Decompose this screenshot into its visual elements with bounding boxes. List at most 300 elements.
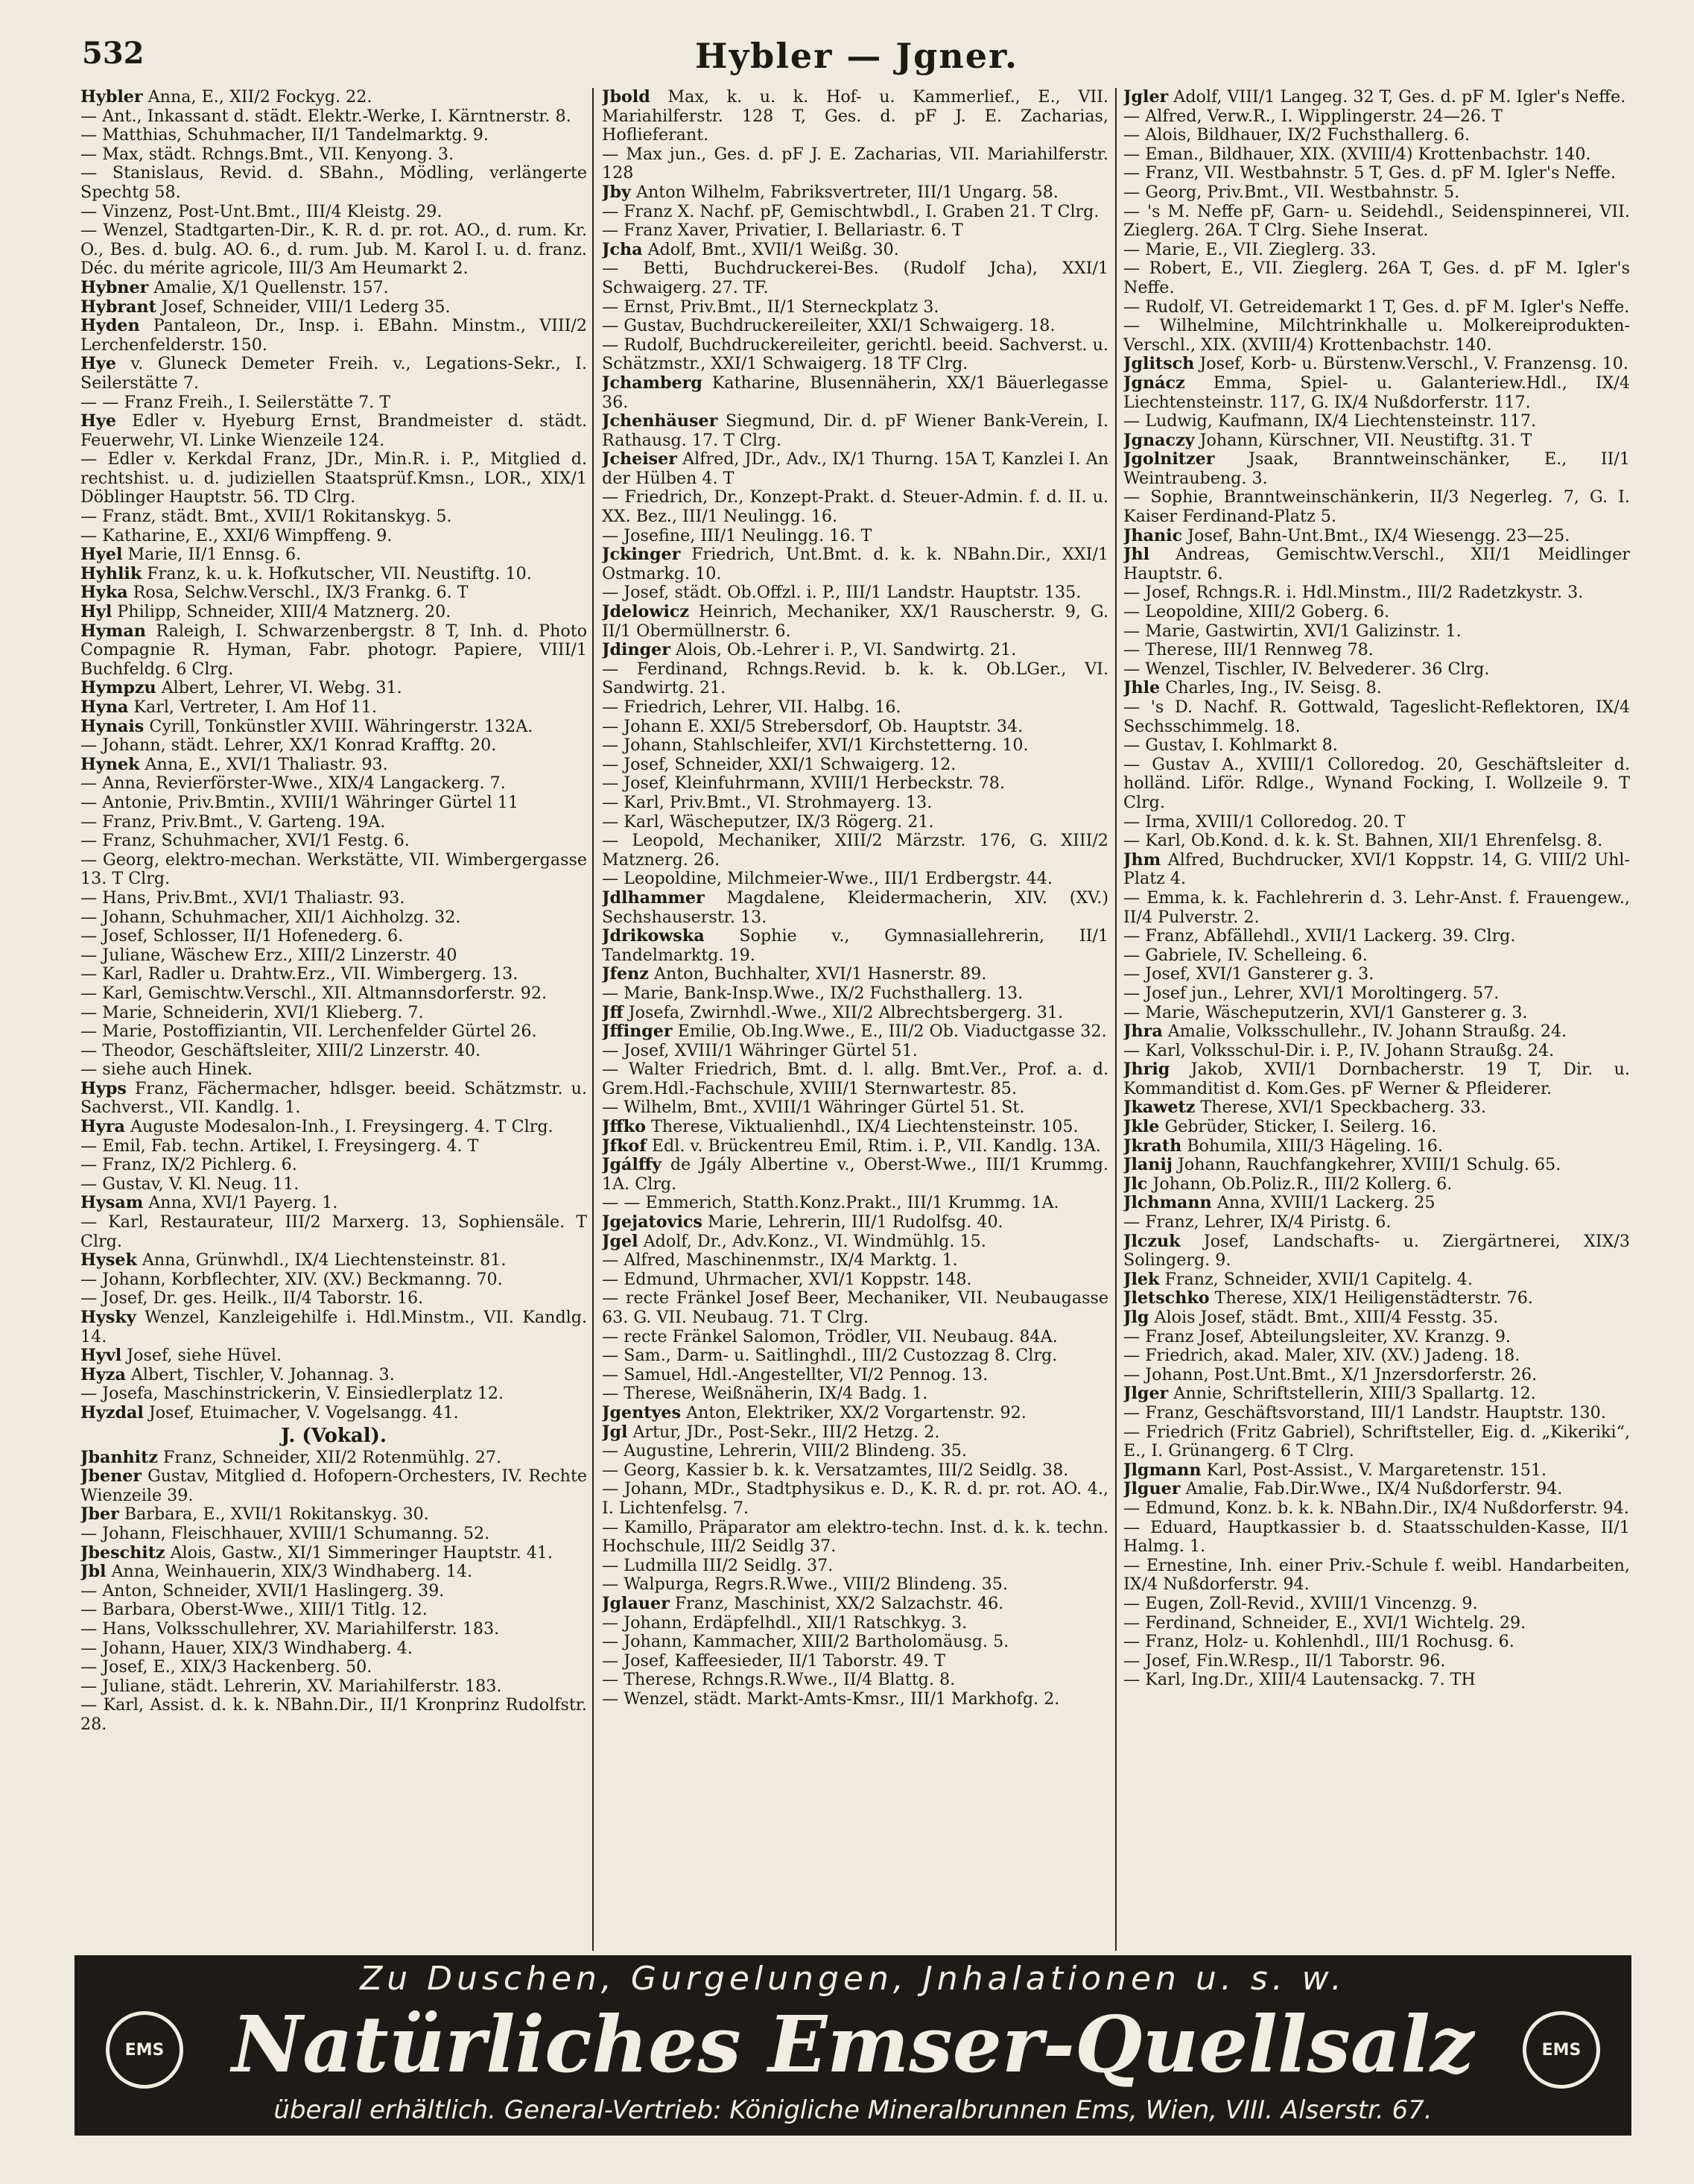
directory-entry [602, 1423, 1108, 1443]
entry-surname: Jgnaczy [1123, 430, 1195, 450]
entry-surname: Hyl [80, 602, 112, 622]
entry-details: — Rudolf, Buchdruckereileiter, gerichtl. beeid. Sachverst. u. Schätzmstr., XXI/1 Schwaigerg. 18 TF Clrg. [602, 335, 1108, 374]
entry-details: Franz, Schneider, XVII/1 Capitelg. 4. [1159, 1269, 1473, 1289]
entry-details: — Johann, MDr., Stadtphysikus e. D., K. R. d. pr. rot. AO. 4., I. Lichtenfelsg. 7. [602, 1479, 1108, 1518]
directory-entry [80, 1449, 587, 1468]
directory-entry [80, 1658, 587, 1677]
directory-entry [1123, 1499, 1630, 1519]
entry-details: Bohumila, XIII/3 Hägeling. 16. [1181, 1136, 1443, 1156]
directory-entry [602, 1461, 1108, 1481]
entry-details: — Sophie, Branntweinschänkerin, II/3 Negerleg. 7, G. I. Kaiser Ferdinand-Platz 5. [1123, 487, 1630, 527]
directory-entry [1123, 1671, 1630, 1690]
entry-surname: Jhrig [1123, 1060, 1170, 1080]
entry-details: — Kamillo, Präparator am elektro-techn. Inst. d. k. k. techn. Hochschule, III/2 Seidlg 37. [602, 1517, 1108, 1557]
page-number: 532 [82, 36, 145, 71]
entry-surname: Jhra [1123, 1022, 1163, 1042]
entry-details: Rosa, Selchw.Verschl., IX/3 Frankg. 6. T [127, 583, 469, 603]
entry-details: — Gustav, I. Kohlmarkt 8. [1123, 735, 1338, 756]
directory-entry [602, 374, 1108, 412]
directory-entry [602, 1633, 1108, 1652]
entry-surname: Hynais [80, 716, 145, 736]
entry-surname: Jkle [1123, 1117, 1160, 1137]
directory-entry [80, 298, 587, 317]
entry-surname: Hyvl [80, 1346, 122, 1366]
entry-details: Therese, XIX/1 Heiligenstädterstr. 76. [1209, 1288, 1533, 1308]
entry-details: Emilie, Ob.Ing.Wwe., E., III/2 Ob. Viaductgasse 32. [672, 1022, 1107, 1042]
entry-details: — Franz, Holz- u. Kohlenhdl., III/1 Rochusg. 6. [1123, 1632, 1514, 1652]
entry-details: — Wilhelmine, Milchtrinkhalle u. Molkereiprodukten-Verschl., XIX. (XVIII/4) Krottenbachstr. 140. [1123, 316, 1630, 355]
entry-details: Albert, Lehrer, VI. Webg. 31. [156, 678, 402, 698]
entry-details: — Josef, Schneider, XXI/1 Schwaigerg. 12. [602, 754, 957, 774]
directory-entry [80, 1004, 587, 1023]
entry-details: Anna, XVI/1 Payerg. 1. [143, 1193, 338, 1213]
entry-details: — Josef jun., Lehrer, XVI/1 Moroltingerg. 57. [1123, 983, 1500, 1003]
entry-details: — Johann, Schuhmacher, XII/1 Aichholzg. 32. [80, 907, 461, 927]
entry-details: — — Emmerich, Statth.Konz.Prakt., III/1 Krummg. 1A. [602, 1193, 1059, 1213]
entry-details: — Karl, Restaurateur, III/2 Marxerg. 13, Sophiensäle. T Clrg. [80, 1212, 587, 1251]
entry-details: — Ant., Inkassant d. städt. Elektr.-Werke, I. Kärntnerstr. 8. [80, 106, 571, 126]
entry-details: — Franz X. Nachf. pF, Gemischtwbdl., I. Graben 21. T Clrg. [602, 201, 1100, 221]
entry-details: Franz, Schneider, XII/2 Rotenmühlg. 27. [157, 1447, 502, 1467]
directory-entry [80, 1156, 587, 1175]
directory-entry [602, 1366, 1108, 1385]
entry-details: Charles, Ing., IV. Seisg. 8. [1160, 678, 1382, 698]
entry-details: — Johann, Korbflechter, XIV. (XV.) Beckmanng. 70. [80, 1269, 503, 1289]
directory-entry [1123, 1137, 1630, 1156]
directory-entry [80, 1289, 587, 1308]
entry-details: — Josef, E., XIX/3 Hackenberg. 50. [80, 1657, 372, 1677]
entry-details: — Josef, Kaffeesieder, II/1 Taborstr. 49. T [602, 1650, 945, 1671]
entry-details: — Walpurga, Regrs.R.Wwe., VIII/2 Blindeng. 35. [602, 1574, 1008, 1595]
entry-details: — Max jun., Ges. d. pF J. E. Zacharias, VII. Mariahilferstr. 128 [602, 144, 1108, 183]
entry-details: — Karl, Gemischtw.Verschl., XII. Altmannsdorferstr. 92. [80, 983, 548, 1003]
directory-entry [602, 412, 1108, 450]
entry-details: v. Gluneck Demeter Freih. v., Legations-Sekr., I. Seilerstätte 7. [80, 354, 587, 393]
entry-details: — Wenzel, Stadtgarten-Dir., K. R. d. pr. rot. AO., d. rum. Kr. O., Bes. d. bulg. AO. 6., d. rum. Jub. M. Karol I. u. d. franz. Déc. du mérite agricole, III/3 Am Heumarkt 2. [80, 221, 587, 279]
entry-details: Edl. v. Brückentreu Emil, Rtim. i. P., VII. Kandlg. 13A. [646, 1136, 1101, 1156]
entry-details: — Franz, IX/2 Pichlerg. 6. [80, 1155, 297, 1175]
entry-details: Edler v. Hyeburg Ernst, Brandmeister d. städt. Feuerwehr, VI. Linke Wienzeile 124. [80, 411, 587, 450]
entry-details: — 's D. Nachf. R. Gottwald, Tageslicht-Reflektoren, IX/4 Sechsschimmelg. 18. [1123, 697, 1630, 736]
directory-entry [602, 1156, 1108, 1194]
directory-entry [80, 565, 587, 584]
directory-entry [602, 641, 1108, 660]
directory-entry [80, 355, 587, 393]
entry-surname: Jffinger [602, 1022, 673, 1042]
directory-entry [602, 1022, 1108, 1042]
entry-surname: Hyza [80, 1364, 126, 1384]
directory-entry [1123, 1270, 1630, 1290]
directory-entry [1123, 1404, 1630, 1423]
entry-details: Therese, XVI/1 Speckbacherg. 33. [1195, 1098, 1487, 1118]
directory-entry [602, 241, 1108, 260]
entry-surname: Jbener [80, 1466, 142, 1487]
entry-details: — Josefa, Maschinstrickerin, V. Einsiedlerplatz 12. [80, 1384, 504, 1404]
entry-details: — Karl, Ing.Dr., XIII/4 Lautensackg. 7. TH [1123, 1670, 1476, 1690]
directory-entry [602, 698, 1108, 718]
entry-details: — Josef, städt. Ob.Offzl. i. P., III/1 Landstr. Hauptstr. 135. [602, 583, 1082, 603]
directory-entry [80, 203, 587, 222]
directory-entry [602, 183, 1108, 203]
entry-details: Josef, Korb- u. Bürstenw.Verschl., V. Franzensg. 10. [1194, 354, 1628, 374]
directory-entry [602, 1557, 1108, 1576]
directory-entry [80, 908, 587, 928]
entry-details: — Therese, III/1 Rennweg 78. [1123, 640, 1374, 660]
directory-entry [1123, 431, 1630, 451]
entry-details: — Eman., Bildhauer, XIX. (XVIII/4) Krottenbachstr. 140. [1123, 144, 1591, 164]
entry-surname: Hyna [80, 697, 129, 717]
entry-surname: Jgejatovics [602, 1212, 702, 1232]
directory-entry [1123, 259, 1630, 297]
directory-entry [80, 88, 587, 107]
entry-details: — Alfred, Maschinenmstr., IX/4 Marktg. 1. [602, 1250, 958, 1270]
entry-details: — Edler v. Kerkdal Franz, JDr., Min.R. i. P., Mitglied d. rechtshist. u. d. judiziellen Staatsprüf.Kmsn., LOR., XIX/1 Döblinger Hauptstr. 56. TD Clrg. [80, 449, 587, 507]
entry-surname: Hyden [80, 316, 140, 336]
entry-details: — Wenzel, Tischler, IV. Belvederег. 36 Clrg. [1123, 659, 1490, 679]
entry-details: Karl, Post-Assist., V. Margaretenstr. 151. [1201, 1460, 1547, 1480]
directory-entry [80, 317, 587, 355]
entry-details: — Johann, Stahlschleifer, XVI/1 Kirchstetterng. 10. [602, 735, 1029, 756]
directory-entry [602, 221, 1108, 241]
entry-details: Therese, Viktualienhdl., IX/4 Liechtensteinstr. 105. [645, 1117, 1079, 1137]
entry-details: — Johann, Erdäpfelhdl., XII/1 Ratschkyg. 3. [602, 1612, 968, 1633]
entry-surname: Hysky [80, 1308, 136, 1327]
entry-details: — Georg, Kassier b. k. k. Versatzamtes, III/2 Seidlg. 38. [602, 1460, 1069, 1480]
directory-entry [602, 603, 1108, 641]
entry-details: — Karl, Volksschul-Dir. i. P., IV. Johann Straußg. 24. [1123, 1040, 1555, 1060]
entry-surname: Hympzu [80, 678, 156, 698]
directory-entry [80, 1194, 587, 1213]
entry-details: — Antonie, Priv.Bmtin., XVIII/1 Währinger Gürtel 11 [80, 792, 519, 812]
directory-entry [602, 984, 1108, 1004]
directory-entry [1123, 203, 1630, 241]
entry-details: — Gustav, Buchdruckereileiter, XXI/1 Schwaigerg. 18. [602, 316, 1056, 336]
directory-entry [80, 984, 587, 1004]
directory-entry [602, 1480, 1108, 1518]
entry-surname: Hysek [80, 1250, 137, 1270]
directory-entry [602, 1098, 1108, 1118]
directory-entry [80, 603, 587, 622]
directory-entry [80, 1582, 587, 1601]
entry-surname: Jgl [602, 1422, 628, 1442]
entry-details: Anna, Grünwhdl., IX/4 Liechtensteinstr. 81. [136, 1250, 507, 1270]
directory-entry [602, 1251, 1108, 1270]
directory-entry [80, 1042, 587, 1061]
directory-entry [602, 1442, 1108, 1461]
entry-details: Anna, E., XII/2 Fockyg. 22. [142, 88, 372, 107]
entry-details: — Sam., Darm- u. Saitlinghdl., III/2 Custozzag 8. Clrg. [602, 1346, 1058, 1366]
column-right [1123, 88, 1630, 1951]
entry-details: — Hans, Priv.Bmt., XVI/1 Thaliastr. 93. [80, 887, 405, 908]
entry-surname: Jlg [1123, 1308, 1149, 1327]
directory-entry [80, 545, 587, 565]
directory-entry [1123, 984, 1630, 1004]
entry-surname: Jglauer [602, 1593, 670, 1613]
directory-entry [1123, 1346, 1630, 1366]
entry-surname: Jhm [1123, 849, 1161, 870]
column-middle [602, 88, 1108, 1951]
directory-entry [80, 1213, 587, 1251]
directory-entry [80, 1544, 587, 1563]
entry-details: — Robert, E., VII. Zieglerg. 26A T, Ges. d. pF M. Igler's Neffe. [1123, 259, 1630, 297]
directory-entry [602, 870, 1108, 889]
entry-details: — Johann, Fleischhauer, XVIII/1 Schumanng. 52. [80, 1523, 490, 1543]
directory-entry [1123, 583, 1630, 603]
directory-entry [1123, 756, 1630, 813]
entry-details: Franz, k. u. k. Hofkutscher, VII. Neustiftg. 10. [142, 563, 532, 583]
directory-entry [1123, 1098, 1630, 1118]
directory-entry [602, 1328, 1108, 1347]
directory-entry [80, 736, 587, 756]
entry-details: — 's M. Neffe pF, Garn- u. Seidehdl., Seidenspinnerei, VII. Zieglerg. 26A. T Clrg. Siehe Inserat. [1123, 201, 1630, 241]
directory-entry [602, 1137, 1108, 1156]
entry-details: — Ferdinand, Rchngs.Revid. b. k. k. Ob.LGer., VI. Sandwirtg. 21. [602, 659, 1108, 698]
directory-entry [602, 813, 1108, 832]
directory-entry [80, 1505, 587, 1525]
entry-details: — Josef, Rchngs.R. i. Hdl.Minstm., III/2 Radetzkystr. 3. [1123, 583, 1584, 603]
entry-details: — Franz, Geschäftsvorstand, III/1 Landstr. Hauptstr. 130. [1123, 1402, 1606, 1422]
directory-entry [1123, 126, 1630, 145]
entry-details: — Emil, Fab. techn. Artikel, I. Freysingerg. 4. T [80, 1136, 479, 1156]
directory-entry [80, 412, 587, 450]
entry-details: Johann, Rauchfangkehrer, XVIII/1 Schulg. 65. [1172, 1155, 1561, 1175]
directory-entry [80, 889, 587, 908]
entry-surname: Hyra [80, 1117, 125, 1137]
entry-surname: Jber [80, 1504, 119, 1525]
entry-details: — Gabriele, IV. Schelleing. 6. [1123, 945, 1368, 965]
entry-surname: Hybner [80, 277, 149, 297]
entry-details: — Samuel, Hdl.-Angestellter, VI/2 Pennog. 13. [602, 1364, 989, 1384]
entry-surname: Jgel [602, 1231, 638, 1251]
entry-details: — Ludwig, Kaufmann, IX/4 Liechtensteinstr. 117. [1123, 411, 1537, 431]
entry-details: — Alfred, Verw.R., I. Wipplingerstr. 24—26. T [1123, 106, 1503, 126]
directory-entry [1123, 1042, 1630, 1061]
entry-details: — Josef, Dr. ges. Heilk., II/4 Taborstr. 16. [80, 1288, 424, 1308]
directory-entry [1123, 412, 1630, 431]
entry-details: Jsaak, Branntweinschänker, E., II/1 Weintraubeng. 3. [1123, 449, 1630, 488]
directory-entry [80, 1384, 587, 1404]
entry-details: — Marie, Gastwirtin, XVI/1 Galizinstr. 1. [1123, 621, 1462, 641]
entry-details: — Vinzenz, Post-Unt.Bmt., III/4 Kleistg. 29. [80, 201, 442, 221]
entry-details: Magdalene, Kleidermacherin, XIV. (XV.) Sechshauserstr. 13. [602, 887, 1108, 927]
entry-surname: Jkawetz [1123, 1098, 1196, 1118]
entry-details: Amalie, X/1 Quellenstr. 157. [148, 277, 389, 297]
advertisement-tagline: Zu Duschen, Gurgelungen, Jnhalationen u. s. w. [360, 1960, 1346, 1998]
entry-details: Franz, Maschinist, XX/2 Salzachstr. 46. [669, 1593, 1004, 1613]
entry-surname: Hye [80, 411, 116, 431]
directory-entry [602, 1232, 1108, 1252]
entry-surname: Jdinger [602, 640, 670, 660]
directory-entry [80, 1525, 587, 1544]
directory-entry [80, 927, 587, 946]
directory-entry [602, 756, 1108, 775]
advertisement-product: Natürliches Emser-Quellsalz [232, 1998, 1474, 2090]
directory-entry [80, 583, 587, 603]
entry-details: Barbara, E., XVII/1 Rokitanskyg. 30. [118, 1504, 429, 1525]
entry-details: Johann, Ob.Poliz.R., III/2 Kollerg. 6. [1147, 1174, 1453, 1194]
entry-details: — Karl, Wäscheputzer, IX/3 Rögerg. 21. [602, 811, 934, 832]
directory-entry [1123, 1156, 1630, 1175]
directory-entry [1123, 1519, 1630, 1557]
directory-entry [1123, 1232, 1630, 1270]
entry-details: Annie, Schriftstellerin, XIII/3 Spallartg. 12. [1168, 1384, 1536, 1404]
directory-entry [1123, 679, 1630, 698]
directory-entry [1123, 832, 1630, 851]
entry-details: Anton Wilhelm, Fabriksvertreter, III/1 Ungarg. 58. [630, 182, 1059, 202]
directory-entry [80, 1270, 587, 1290]
directory-entry [80, 1366, 587, 1385]
directory-entry [1123, 1308, 1630, 1328]
directory-entry [602, 1690, 1108, 1709]
directory-entry [80, 1080, 587, 1118]
entry-details: — Marie, Schneiderin, XVI/1 Klieberg. 7. [80, 1002, 424, 1022]
entry-surname: Hybrant [80, 297, 156, 317]
entry-surname: Hyka [80, 583, 128, 603]
entry-details: — Juliane, städt. Lehrerin, XV. Mariahilferstr. 183. [80, 1676, 502, 1696]
entry-details: — Ernestine, Inh. einer Priv.-Schule f. weibl. Handarbeiten, IX/4 Nußdorferstr. 94. [1123, 1555, 1630, 1595]
entry-details: Philipp, Schneider, XIII/4 Matznerg. 20. [112, 602, 451, 622]
directory-entry [1123, 1595, 1630, 1614]
directory-entry [80, 1467, 587, 1505]
entry-details: — Johann E. XXI/5 Strebersdorf, Ob. Hauptstr. 34. [602, 716, 1024, 736]
entry-details: — Karl, Assist. d. k. k. NBahn.Dir., II/1 Kronprinz Rudolfstr. 28. [80, 1695, 587, 1734]
entry-surname: Jfenz [602, 964, 649, 984]
entry-details: — Karl, Radler u. Drahtw.Erz., VII. Wimbergerg. 13. [80, 964, 518, 984]
entry-details: — Ernst, Priv.Bmt., II/1 Sterneckplatz 3. [602, 297, 939, 317]
entry-details: — Leopold, Mechaniker, XIII/2 Märzstr. 176, G. XIII/2 Matznerg. 26. [602, 831, 1108, 870]
entry-details: — Augustine, Lehrerin, VIII/2 Blindeng. 35. [602, 1441, 967, 1461]
directory-entry [602, 1042, 1108, 1061]
entry-surname: Jgler [1123, 88, 1169, 107]
directory-entry [80, 1346, 587, 1366]
section-heading: J. (Vokal). [281, 1424, 387, 1447]
seal-text: EMS [124, 2040, 165, 2060]
entry-details: Anton, Buchhalter, XVI/1 Hasnerstr. 89. [648, 964, 987, 984]
entry-details: Karl, Vertreter, I. Am Hof 11. [128, 697, 377, 717]
entry-details: Anna, Weinhauerin, XIX/3 Windhaberg. 14. [106, 1562, 473, 1582]
entry-details: Alois, Ob.-Lehrer i. P., VI. Sandwirtg. 21. [670, 640, 1017, 660]
directory-entry [1123, 889, 1630, 927]
directory-entry [80, 1696, 587, 1734]
entry-surname: Jbold [602, 88, 650, 107]
directory-entry [80, 832, 587, 851]
entry-details: — Johann, Post.Unt.Bmt., X/1 Jnzersdorferstr. 26. [1123, 1364, 1538, 1384]
entry-surname: Jff [602, 1002, 624, 1022]
entry-details: Josef, Schneider, VIII/1 Lederg 35. [156, 297, 451, 317]
entry-surname: Jdlhammer [602, 887, 705, 908]
directory-entry [1123, 298, 1630, 317]
directory-entry [602, 583, 1108, 603]
directory-entry [1123, 813, 1630, 832]
entry-surname: Jhle [1123, 678, 1161, 698]
entry-details: Adolf, Bmt., XVII/1 Weißg. 30. [642, 239, 899, 259]
entry-details: — Karl, Priv.Bmt., VI. Strohmayerg. 13. [602, 792, 933, 812]
entry-details: Marie, Lehrerin, III/1 Rudolfsg. 40. [702, 1212, 1003, 1232]
entry-details: — Josef, Fin.W.Resp., II/1 Taborstr. 96. [1123, 1650, 1446, 1671]
directory-entry [1123, 1004, 1630, 1023]
entry-details: Heinrich, Mechaniker, XX/1 Rauscherstr. 9, G. II/1 Obermüllnerstr. 6. [602, 602, 1108, 641]
entry-surname: Jcheiser [602, 449, 677, 469]
directory-entry [80, 1251, 587, 1270]
directory-entry [1123, 545, 1630, 583]
entry-details: Alois Josef, städt. Bmt., XIII/4 Fesstg. 35. [1149, 1308, 1499, 1327]
advertisement-banner [74, 1955, 1631, 2136]
entry-surname: Jchenhäuser [602, 411, 718, 431]
directory-entry [80, 1677, 587, 1697]
entry-details: — Edmund, Konz. b. k. k. NBahn.Dir., IX/4 Nußdorferstr. 94. [1123, 1498, 1629, 1518]
directory-entry [602, 88, 1108, 145]
directory-entry [80, 1175, 587, 1194]
directory-entry [80, 1022, 587, 1042]
entry-details: Alfred, Buchdrucker, XVI/1 Koppstr. 14, G. VIII/2 Uhl-Platz 4. [1123, 849, 1630, 889]
entry-details: — Therese, Rchngs.R.Wwe., II/4 Blattg. 8. [602, 1670, 956, 1690]
directory-entry [602, 1346, 1108, 1366]
directory-entry [80, 107, 587, 127]
entry-surname: Jkrath [1123, 1136, 1182, 1156]
directory-entry [1123, 1614, 1630, 1633]
entry-details: — Anton, Schneider, XVII/1 Haslingerg. 39. [80, 1580, 445, 1601]
entry-details: — Irma, XVIII/1 Colloredog. 20. T [1123, 811, 1406, 832]
directory-entry [80, 393, 587, 413]
entry-details: — Hans, Volksschullehrer, XV. Mariahilferstr. 183. [80, 1618, 500, 1639]
directory-entry [602, 736, 1108, 756]
directory-entry [602, 1671, 1108, 1690]
directory-entry [602, 1194, 1108, 1213]
directory-entry [1123, 1022, 1630, 1042]
directory-entry [80, 851, 587, 889]
entry-details: Josef, Bahn-Unt.Bmt., IX/4 Wiesengg. 23—25. [1182, 525, 1570, 545]
directory-entry [1123, 1557, 1630, 1595]
directory-entry [602, 1004, 1108, 1023]
directory-entry [1123, 1384, 1630, 1404]
entry-surname: Jcha [602, 239, 643, 259]
directory-entry [1123, 1480, 1630, 1499]
directory-entry [1123, 1461, 1630, 1481]
directory-entry [1123, 660, 1630, 680]
entry-details: Anton, Elektriker, XX/2 Vorgartenstr. 92. [681, 1402, 1027, 1422]
entry-details: Anna, XVIII/1 Lackerg. 25 [1211, 1193, 1436, 1213]
entry-details: Raleigh, I. Schwarzenbergstr. 8 T, Inh. d. Photo Compagnie R. Hyman, Fabr. photogr. Papiere, VIII/1 Buchfeldg. 6 Clrg. [80, 621, 587, 679]
entry-details: — Eduard, Hauptkassier b. d. Staatsschulden-Kasse, II/1 Halmg. 1. [1123, 1517, 1630, 1557]
entry-details: Amalie, Fab.Dir.Wwe., IX/4 Nußdorferstr. 94. [1180, 1479, 1563, 1499]
directory-entry [1123, 1060, 1630, 1098]
directory-entry [80, 221, 587, 279]
directory-entry [1123, 622, 1630, 642]
directory-entry [1123, 1194, 1630, 1213]
directory-entry [80, 1118, 587, 1137]
entry-surname: Jlchmann [1123, 1193, 1212, 1213]
entry-details: Sophie v., Gymnasiallehrerin, II/1 Tandelmarktg. 19. [602, 926, 1108, 965]
directory-entry [80, 1308, 587, 1346]
directory-entry [1123, 241, 1630, 260]
directory-entry [602, 927, 1108, 965]
entry-details: Alfred, JDr., Adv., IX/1 Thurng. 15A T, Kanzlei I. An der Hülben 4. T [602, 449, 1108, 488]
directory-entry [1123, 1213, 1630, 1232]
entry-details: — Karl, Ob.Kond. d. k. k. St. Bahnen, XII/1 Ehrenfelsg. 8. [1123, 831, 1603, 851]
entry-surname: Hyhlik [80, 563, 142, 583]
entry-details: — Matthias, Schuhmacher, II/1 Tandelmarktg. 9. [80, 125, 489, 145]
directory-entry [80, 718, 587, 737]
directory-entry [80, 965, 587, 984]
entry-details: — Anna, Revierförster-Wwe., XIX/4 Langackerg. 7. [80, 773, 506, 794]
entry-surname: Jfkof [602, 1136, 647, 1156]
entry-details: — Wenzel, städt. Markt-Amts-Kmsr., III/1 Markhofg. 2. [602, 1688, 1060, 1709]
directory-entry [1123, 374, 1630, 412]
directory-entry [602, 1519, 1108, 1557]
entry-surname: Hyzdal [80, 1402, 144, 1422]
directory-entry [602, 1595, 1108, 1614]
entry-details: Anna, E., XVI/1 Thaliastr. 93. [139, 754, 388, 774]
